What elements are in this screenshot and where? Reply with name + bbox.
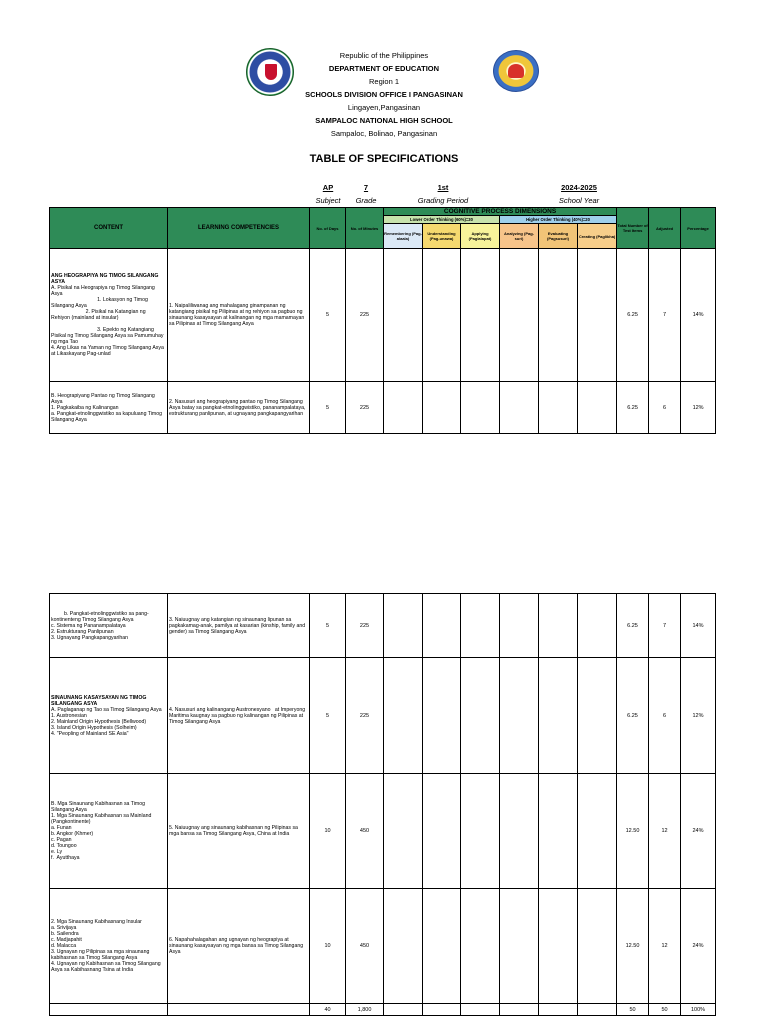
adjusted-cell: 12 <box>649 774 681 889</box>
adjusted-cell: 12 <box>649 889 681 1004</box>
grade-label: Grade <box>355 196 377 205</box>
grading-period-label: Grading Period <box>417 196 469 205</box>
percentage-cell: 14% <box>681 594 716 658</box>
total-cell: 6.25 <box>617 594 649 658</box>
percentage-cell: 12% <box>681 658 716 774</box>
total-days: 40 <box>310 1004 346 1016</box>
document-header <box>0 0 768 180</box>
content-text: A. Pisikal na Heograpiya ng Timog Silangang Asya 1. Lokasyon ng Timog Silangang Asya 2. Pisikal na Katangian ng Rehiyon (mainland at insular) 3. Epekto ng Katangiang Pisikal ng Timog Silangang Asya sa Pamumuhay ng mga Tao 4. Ang Likas na Yaman ng Timog Silangang Asya at Likaskayang Pag-unlad <box>51 285 164 357</box>
total-cell: 6.25 <box>617 382 649 434</box>
minutes-cell: 225 <box>346 382 384 434</box>
header-division: SCHOOLS DIVISION OFFICE I PANGASINAN <box>305 90 463 99</box>
content-title: ANG HEOGRAPIYA NG TIMOG SILANGANG ASYA <box>51 273 160 285</box>
header-understanding: Understanding (Pag-unawa) <box>423 224 461 249</box>
total-test-items: 50 <box>617 1004 649 1016</box>
header-school: SAMPALOC NATIONAL HIGH SCHOOL <box>315 116 453 125</box>
header-creating: Creating (Paglikha) <box>578 224 617 249</box>
total-cell: 6.25 <box>617 658 649 774</box>
minutes-cell: 225 <box>346 594 384 658</box>
header-adjusted: Adjusted <box>649 208 681 249</box>
minutes-cell: 225 <box>346 658 384 774</box>
content-text: A. Paglaganap ng Tao sa Timog Silangang Asya 1. Austronesian 2. Mainland Origin Hypothesis (Bellwood) 3. Island Origin Hypothesis (Solheim) 4. "Peopling of Mainland SE Asia" <box>51 706 162 737</box>
grading-period-value: 1st <box>437 183 449 192</box>
header-location: Lingayen,Pangasinan <box>347 103 421 112</box>
header-department: DEPARTMENT OF EDUCATION <box>328 64 440 73</box>
days-cell: 5 <box>310 382 346 434</box>
minutes-cell: 450 <box>346 889 384 1004</box>
days-cell: 5 <box>310 658 346 774</box>
content-cell: B. Mga Sinaunang Kabihasnan sa Timog Silangang Asya 1. Mga Sinaunang Kabihasnan sa Mainland (Pangkontinente) a. Funan b. Angkor (Khmer) c. Pagan d. Toungoo e. Ly f. Ayutthaya <box>50 774 168 889</box>
specifications-table-page-1 <box>49 207 716 434</box>
percentage-cell: 12% <box>681 382 716 434</box>
table-row <box>50 658 716 774</box>
header-applying: Applying (Paglalapat) <box>461 224 500 249</box>
header-lower-order: Lower Order Thinking (60%)=30 <box>384 216 500 224</box>
competency-cell: 6. Napahahalagahan ang ugnayan ng heograpiya at sinaunang kasaysayan ng mga bansa sa Timog Silangang Asya <box>168 889 310 1004</box>
percentage-cell: 24% <box>681 889 716 1004</box>
total-cell: 12.50 <box>617 774 649 889</box>
page-title: TABLE OF SPECIFICATIONS <box>309 153 459 165</box>
header-minutes: No. of Minutes <box>346 208 384 249</box>
competency-cell: 2. Nasusuri ang heograpiyang pantao ng Timog Silangang Asya batay sa pangkat-etnolinggwistiko, pananampalataya, estrukturang panlipunan, at ugnayang pangkapangyarihan <box>168 382 310 434</box>
header-competencies: LEARNING COMPETENCIES <box>168 208 310 249</box>
content-title: SINAUNANG KASAYSAYAN NG TIMOG SILANGANG ASYA <box>51 694 148 707</box>
specifications-table-page-2 <box>49 593 716 1016</box>
days-cell: 5 <box>310 249 346 382</box>
header-remembering: Remembering (Pag-alaala) <box>384 224 423 249</box>
totals-row <box>50 1004 716 1016</box>
header-content: CONTENT <box>50 208 168 249</box>
header-school-address: Sampaloc, Bolinao, Pangasinan <box>330 129 438 138</box>
header-days: No. of Days <box>310 208 346 249</box>
total-adjusted: 50 <box>649 1004 681 1016</box>
adjusted-cell: 7 <box>649 594 681 658</box>
header-evaluating: Evaluating (Pagsusuri) <box>539 224 578 249</box>
content-cell: b. Pangkat-etnolinggwistiko sa pang-kontinenteng Timog Silangang Asya c. Sistema ng Pananampalataya 2. Estrukturang Panlipunan 3. Ugnayang Pangkapangyarihan <box>50 594 168 658</box>
school-year-label: School Year <box>558 196 600 205</box>
content-cell: 2. Mga Sinaunang Kabihasnang Insular a. Srivijaya b. Sailendra c. Madjapahit d. Malacca 3. Ugnayan ng Pilipinas sa mga sinaunang kabihasnan sa Timog Silangang Asya 4. Ugnayan ng Kabihasnan sa Timog Silangang Asya sa Kabihasnang Tsina at India <box>50 889 168 1004</box>
percentage-cell: 14% <box>681 249 716 382</box>
days-cell: 5 <box>310 594 346 658</box>
content-cell: B. Heograpiyang Pantao ng Timog Silangang Asya 1. Pagkakaiba ng Kalinangan a. Pangkat-etnolinggwistiko sa kapuluang Timog Silangang Asya <box>50 382 168 434</box>
total-percentage: 100% <box>681 1004 716 1016</box>
table-row <box>50 594 716 658</box>
table-row <box>50 382 716 434</box>
competency-cell: 1. Naipaliliwanag ang mahalagang ginampanan ng katangiang pisikal ng Pilipinas at ng rehiyon sa pagbuo ng sinaunang kasaysayan at kalinangan ng mga mamamayan sa Pilipinas at Timog Silangang Asya <box>168 249 310 382</box>
competency-cell: 4. Nasusuri ang kalinangang Austronesyano at Imperyong Maritima kaugnay sa pagbuo ng kalinangan ng Pilipinas at Timog Silangang Asya <box>168 658 310 774</box>
competency-cell: 5. Naiuugnay ang sinaunang kabihasnan ng Pilipinas sa mga bansa sa Timog Silangang Asya, China at India <box>168 774 310 889</box>
total-cell: 12.50 <box>617 889 649 1004</box>
header-total-items: Total Number of Test Items <box>617 208 649 249</box>
content-cell <box>50 249 168 382</box>
header-analyzing: Analyzing (Pag-suri) <box>500 224 539 249</box>
header-percentage: Percentage <box>681 208 716 249</box>
subject-value: AP <box>322 183 334 192</box>
competency-cell: 3. Naiuugnay ang katangian ng sinaunang lipunan sa pagkakamag-anak, pamilya at kasarian (kinship, family and gender) sa Timog Silangang Asya <box>168 594 310 658</box>
school-year-value: 2024-2025 <box>561 183 597 192</box>
subject-label: Subject <box>315 196 341 205</box>
table-row <box>50 249 716 382</box>
header-higher-order: Higher Order Thinking (40%)=20 <box>500 216 617 224</box>
adjusted-cell: 6 <box>649 382 681 434</box>
table-row <box>50 889 716 1004</box>
table-row <box>50 774 716 889</box>
minutes-cell: 225 <box>346 249 384 382</box>
grade-value: 7 <box>363 183 369 192</box>
percentage-cell: 24% <box>681 774 716 889</box>
header-republic: Republic of the Philippines <box>339 51 429 60</box>
adjusted-cell: 7 <box>649 249 681 382</box>
minutes-cell: 450 <box>346 774 384 889</box>
days-cell: 10 <box>310 774 346 889</box>
total-minutes: 1,800 <box>346 1004 384 1016</box>
days-cell: 10 <box>310 889 346 1004</box>
content-cell <box>50 658 168 774</box>
header-region: Region 1 <box>368 77 400 86</box>
adjusted-cell: 6 <box>649 658 681 774</box>
total-cell: 6.25 <box>617 249 649 382</box>
header-cognitive: COGNITIVE PROCESS DIMENSIONS <box>384 208 617 216</box>
